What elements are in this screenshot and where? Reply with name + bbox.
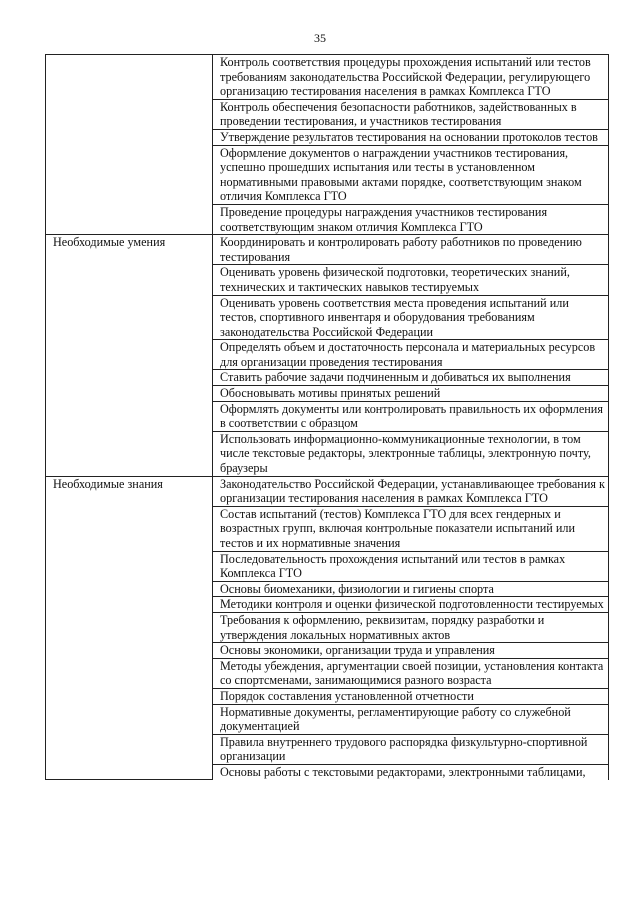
- table-cell: Координировать и контролировать работу работников по проведению тестирования: [213, 235, 609, 265]
- table-cell: Основы экономики, организации труда и управления: [213, 643, 609, 659]
- table-cell: Определять объем и достаточность персонала и материальных ресурсов для организации проведения тестирования: [213, 340, 609, 370]
- table-cell: Оформление документов о награждении участников тестирования, успешно прошедших испытания или тесты в установленном нормативными правовыми актами порядке, соответствующим знаком отличия Комплекса ГТО: [213, 145, 609, 204]
- table-row: [46, 476, 609, 506]
- table-cell: Использовать информационно-коммуникационные технологии, в том числе текстовые редакторы, электронные таблицы, электронную почту, браузеры: [213, 431, 609, 476]
- table-cell: Состав испытаний (тестов) Комплекса ГТО для всех гендерных и возрастных групп, включая контрольные показатели испытаний или тестов и их нормативные значения: [213, 506, 609, 551]
- table-cell: Обосновывать мотивы принятых решений: [213, 386, 609, 402]
- table-cell: Оценивать уровень физической подготовки, теоретических знаний, технических и тактических навыков тестируемых: [213, 265, 609, 295]
- table-cell: Нормативные документы, регламентирующие работу со служебной документацией: [213, 704, 609, 734]
- table-row: [46, 235, 609, 265]
- table-cell: Контроль обеспечения безопасности работников, задействованных в проведении тестирования, и участников тестирования: [213, 99, 609, 129]
- page-number: 35: [314, 31, 326, 45]
- table-cell: Утверждение результатов тестирования на основании протоколов тестов: [213, 129, 609, 145]
- table-cell: Методики контроля и оценки физической подготовленности тестируемых: [213, 597, 609, 613]
- table-cell: Оформлять документы или контролировать правильность их оформления в соответствии с образцом: [213, 401, 609, 431]
- table-cell: Оценивать уровень соответствия места проведения испытаний или тестов, спортивного инвентаря и оборудования требованиям законодательства Российской Федерации: [213, 295, 609, 340]
- table-cell: Ставить рабочие задачи подчиненным и добиваться их выполнения: [213, 370, 609, 386]
- table-cell: Последовательность прохождения испытаний или тестов в рамках Комплекса ГТО: [213, 551, 609, 581]
- table-cell: Порядок составления установленной отчетности: [213, 688, 609, 704]
- table-cell: Законодательство Российской Федерации, устанавливающее требования к организации тестирования населения в рамках Комплекса ГТО: [213, 476, 609, 506]
- table-cell: Проведение процедуры награждения участников тестирования соответствующим знаком отличия Комплекса ГТО: [213, 204, 609, 234]
- table-cell: Требования к оформлению, реквизитам, порядку разработки и утверждения локальных нормативных актов: [213, 612, 609, 642]
- row-label: Необходимые знания: [46, 476, 213, 779]
- table-cell: Основы биомеханики, физиологии и гигиены спорта: [213, 581, 609, 597]
- table-row: [46, 55, 609, 100]
- table-cell: Контроль соответствия процедуры прохождения испытаний или тестов требованиям законодательства Российской Федерации, регулирующего организацию тестирования населения в рамках Комплекса ГТО: [213, 55, 609, 100]
- table-cell: Методы убеждения, аргументации своей позиции, установления контакта со спортсменами, занимающимися разного возраста: [213, 658, 609, 688]
- row-label: Необходимые умения: [46, 235, 213, 477]
- table-cell: Правила внутреннего трудового распорядка физкультурно-спортивной организации: [213, 734, 609, 764]
- table-cell: Основы работы с текстовыми редакторами, электронными таблицами,: [213, 764, 609, 779]
- competency-table: [45, 54, 609, 780]
- row-label: [46, 55, 213, 235]
